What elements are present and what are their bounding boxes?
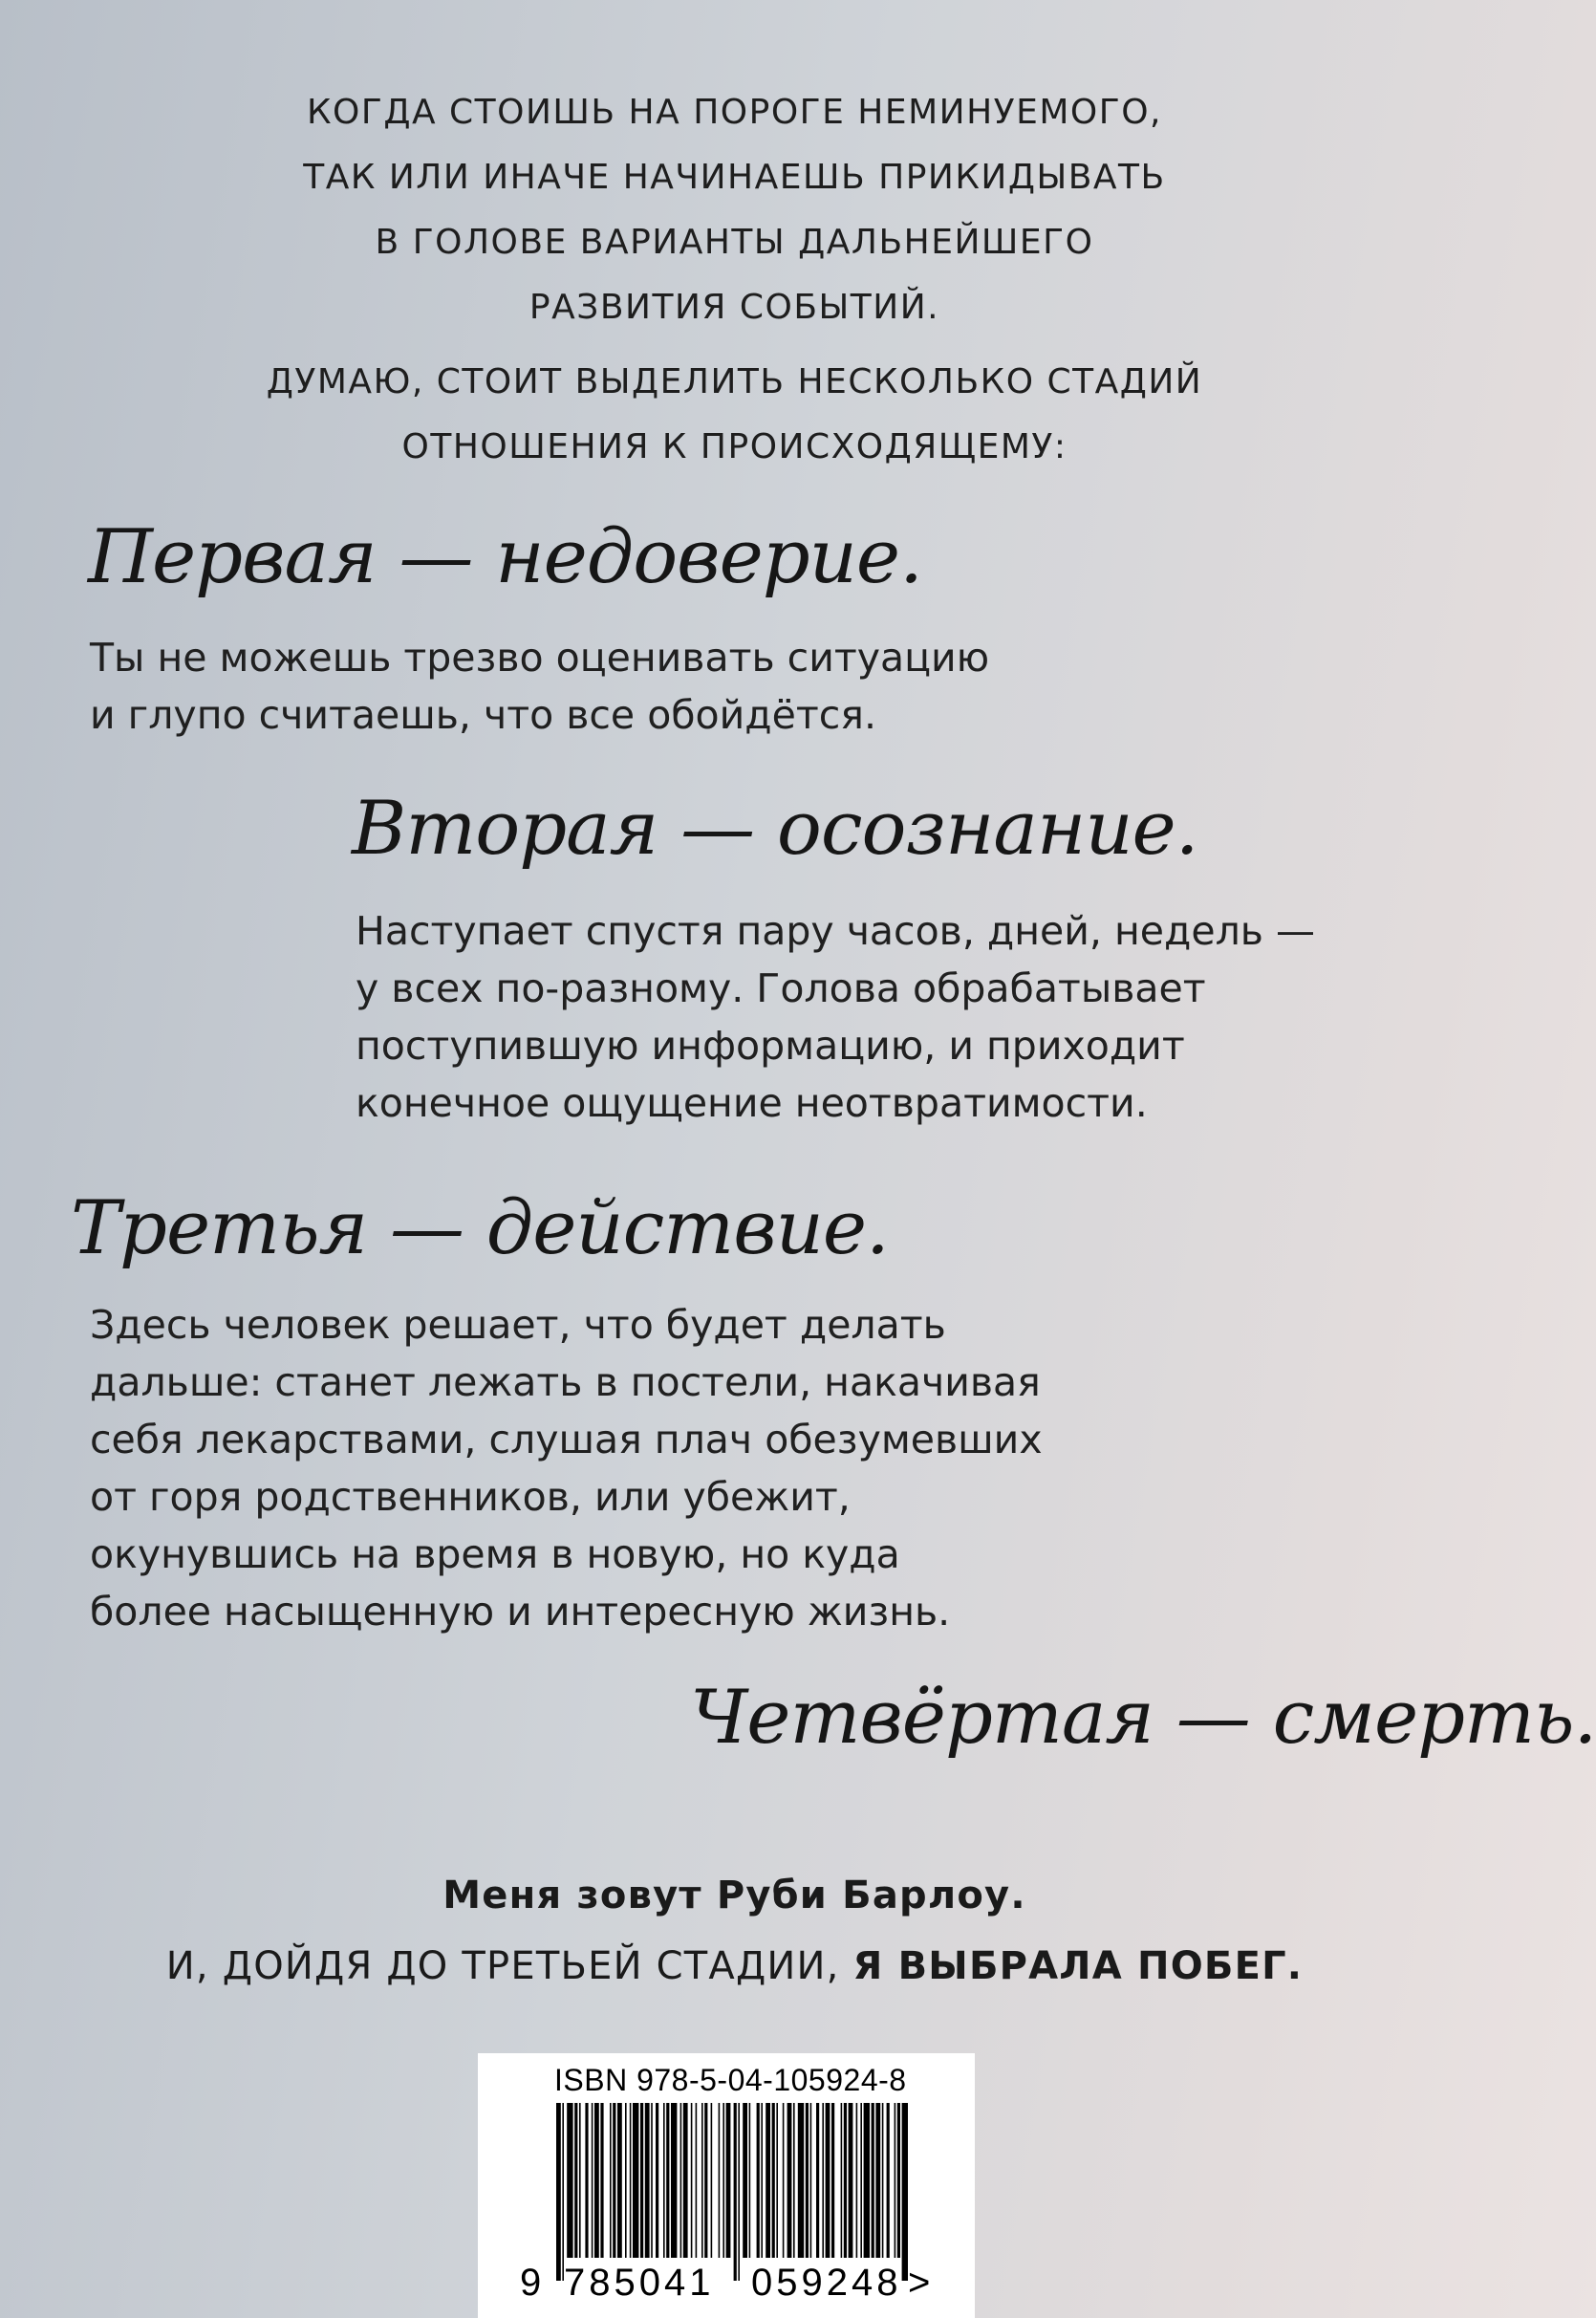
stage-3-text xyxy=(90,1296,1043,1640)
intro-line-4: РАЗВИТИЯ СОБЫТИЙ. xyxy=(528,288,940,327)
barcode-bar xyxy=(680,2103,682,2258)
barcode-bar xyxy=(887,2103,890,2258)
stage-3-line-2: дальше: станет лежать в постели, накачивая xyxy=(90,1359,1041,1405)
barcode-bar xyxy=(831,2103,834,2258)
barcode-bar xyxy=(574,2103,577,2258)
barcode-bar xyxy=(897,2103,900,2258)
barcode-bar xyxy=(651,2103,653,2258)
barcode-bar xyxy=(666,2103,669,2258)
barcode-bar xyxy=(860,2103,862,2258)
barcode-bar xyxy=(743,2103,747,2258)
barcode-bar xyxy=(585,2103,588,2258)
barcode-digit-first: 9 xyxy=(520,2262,542,2304)
barcode-bar xyxy=(875,2103,880,2258)
outro-block xyxy=(0,1860,1469,2002)
barcode-bar xyxy=(691,2103,693,2258)
outro-line-2-regular: И, ДОЙДЯ ДО ТРЕТЬЕЙ СТАДИИ, xyxy=(165,1944,853,1988)
barcode-bar xyxy=(645,2103,650,2258)
stage-2-title: Вторая — осознание. xyxy=(352,786,1198,872)
barcode-bar xyxy=(579,2103,581,2258)
stage-3-line-4: от горя родственников, или убежит, xyxy=(90,1474,851,1520)
stage-3-line-5: окунувшись на время в новую, но куда xyxy=(90,1531,900,1577)
barcode-bar xyxy=(798,2103,804,2258)
intro-block xyxy=(0,80,1469,340)
barcode-bar xyxy=(776,2103,778,2258)
barcode-arrow: > xyxy=(908,2262,931,2304)
outro-line-1: Меня зовут Руби Барлоу. xyxy=(442,1874,1026,1917)
barcode-bar xyxy=(726,2103,731,2258)
barcode-digits-left: 785041 xyxy=(564,2262,715,2304)
barcode-bar xyxy=(882,2103,884,2258)
stage-1-line-2: и глупо считаешь, что все обойдётся. xyxy=(90,692,876,738)
stage-3-line-6: более насыщенную и интересную жизнь. xyxy=(90,1589,951,1635)
barcode-bar xyxy=(630,2103,632,2258)
intro-line-1: КОГДА СТОИШЬ НА ПОРОГЕ НЕМИНУЕМОГО, xyxy=(306,93,1162,132)
barcode-bar xyxy=(902,2103,908,2281)
barcode-bar xyxy=(556,2103,561,2281)
stage-2-line-2: у всех по-разному. Голова обрабатывает xyxy=(356,965,1206,1011)
outro-line-2-bold: Я ВЫБРАЛА ПОБЕГ. xyxy=(852,1944,1304,1988)
barcode-bar xyxy=(663,2103,665,2258)
barcode-bar xyxy=(723,2103,724,2258)
barcode-bar xyxy=(719,2103,721,2258)
barcode-bar xyxy=(610,2103,612,2258)
barcode-bar xyxy=(592,2103,593,2258)
barcode-bar xyxy=(787,2103,792,2258)
stage-3-title: Третья — действие. xyxy=(71,1185,889,1271)
barcode-bar xyxy=(734,2103,737,2281)
barcode-digits-right: 059248 xyxy=(751,2262,902,2304)
barcode-bar xyxy=(704,2103,707,2258)
stage-3-line-1: Здесь человек решает, что будет делать xyxy=(90,1302,946,1348)
barcode-bar xyxy=(683,2103,688,2258)
barcode-bar xyxy=(594,2103,599,2258)
stage-1-line-1: Ты не можешь трезво оценивать ситуацию xyxy=(90,635,990,681)
barcode-bar xyxy=(783,2103,785,2258)
barcode-bar xyxy=(872,2103,874,2258)
barcode-bar xyxy=(766,2103,770,2258)
intro-line-2: ТАК ИЛИ ИНАЧЕ НАЧИНАЕШЬ ПРИКИДЫВАТЬ xyxy=(303,158,1166,197)
stage-4-title: Четвёртая — смерть. xyxy=(690,1675,1596,1761)
intro-block-2 xyxy=(0,350,1469,480)
barcode-bar xyxy=(617,2103,622,2258)
barcode-bar xyxy=(567,2103,572,2258)
barcode-bar xyxy=(701,2103,703,2258)
barcode-bar xyxy=(749,2103,751,2258)
barcode-bar xyxy=(849,2103,853,2258)
barcode-bar xyxy=(613,2103,615,2258)
barcode-bar xyxy=(826,2103,830,2258)
barcode-bar xyxy=(600,2103,603,2258)
barcode-box xyxy=(478,2053,975,2318)
barcode-bar xyxy=(816,2103,819,2258)
barcode-bar xyxy=(772,2103,775,2258)
barcode-bar xyxy=(864,2103,870,2258)
stage-3-line-3: себя лекарствами, слушая плач обезумевших xyxy=(90,1417,1043,1462)
barcode-bar xyxy=(625,2103,627,2258)
stage-1-text xyxy=(90,629,989,744)
intro-line-5: ДУМАЮ, СТОИТ ВЫДЕЛИТЬ НЕСКОЛЬКО СТАДИЙ xyxy=(266,362,1203,401)
stage-2-line-3: поступившую информацию, и приходит xyxy=(356,1023,1185,1069)
barcode-bar xyxy=(806,2103,809,2258)
barcode-bar xyxy=(633,2103,638,2258)
barcode-bar xyxy=(696,2103,698,2258)
barcode-bar xyxy=(856,2103,858,2258)
barcode-bar xyxy=(671,2103,677,2258)
barcode-bar xyxy=(656,2103,658,2258)
stage-1-title: Первая — недоверие. xyxy=(88,514,922,600)
isbn-label: ISBN 978-5-04-105924-8 xyxy=(554,2063,907,2097)
barcode-bar xyxy=(793,2103,795,2258)
barcode-bar xyxy=(822,2103,824,2258)
intro-line-3: В ГОЛОВЕ ВАРИАНТЫ ДАЛЬНЕЙШЕГО xyxy=(375,223,1094,262)
barcode-bar xyxy=(640,2103,643,2258)
barcode-bar xyxy=(844,2103,847,2258)
barcode-bar xyxy=(761,2103,763,2258)
barcode-bar xyxy=(895,2103,896,2258)
barcode-bar xyxy=(841,2103,843,2258)
barcode-bar xyxy=(562,2103,564,2281)
barcode-bar xyxy=(810,2103,812,2258)
barcode-bar xyxy=(757,2103,760,2258)
stage-2-text xyxy=(356,902,1315,1132)
outro-line-2 xyxy=(0,1931,1469,2002)
intro-line-6: ОТНОШЕНИЯ К ПРОИСХОДЯЩЕМУ: xyxy=(401,427,1068,466)
barcode-bar xyxy=(711,2103,713,2258)
stage-2-line-1: Наступает спустя пару часов, дней, недель — xyxy=(356,908,1315,954)
stage-2-line-4: конечное ощущение неотвратимости. xyxy=(356,1080,1148,1126)
barcode-bar xyxy=(738,2103,740,2281)
